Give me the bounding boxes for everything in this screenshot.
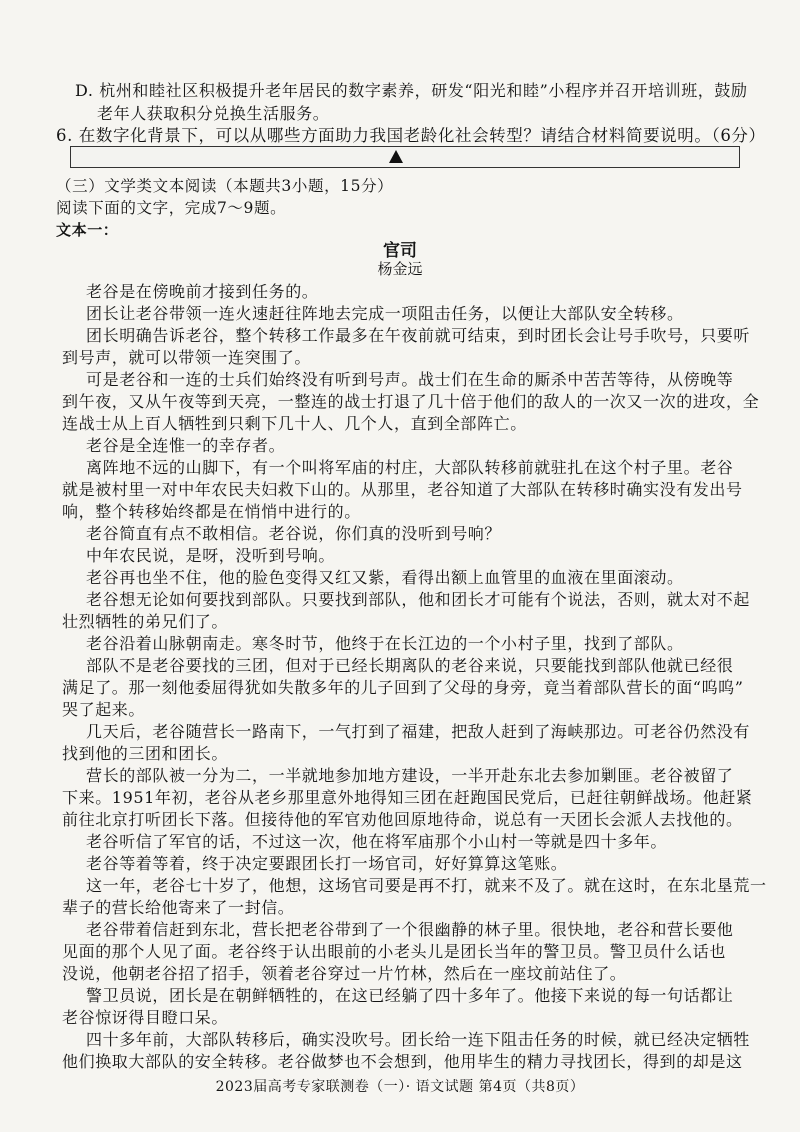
story-line: 老谷沿着山脉朝南走。寒冬时节，他终于在长江边的一个小村子里，找到了部队。 (86, 634, 684, 653)
story-line: 前往北京打听团长下落。但接待他的军官劝他回原地待命，说总有一天团长会派人去找他的。 (62, 810, 743, 829)
story-line: 见面的那个人见了面。老谷终于认出眼前的小老头儿是团长当年的警卫员。警卫员什么话也 (62, 942, 727, 961)
story-line: 警卫员说，团长是在朝鲜牺牲的，在这已经躺了四十多年了。他接下来说的每一句话都让 (86, 986, 734, 1005)
story-line: 老谷等着等着，终于决定要跟团长打一场官司，好好算算这笔账。 (86, 854, 568, 873)
story-line: 这一年，老谷七十岁了，他想，这场官司要是再不打，就来不及了。就在这时，在东北垦荒一 (86, 876, 767, 895)
story-line: 辈子的营长给他寄来了一封信。 (62, 898, 295, 917)
story-line: 可是老谷和一连的士兵们始终没有听到号声。战士们在生命的厮杀中苦苦等待，从傍晚等 (86, 370, 734, 389)
story-line: 老谷想无论如何要找到部队。只要找到部队，他和团长才可能有个说法，否则，就太对不起 (86, 590, 751, 609)
story-line: 下来。1951年初，老谷从老乡那里意外地得知三团在赶跑国民党后，已赶往朝鲜战场。他赶紧 (62, 788, 753, 807)
story-line: 响，整个转移始终都是在悄悄中进行的。 (62, 502, 361, 521)
story-line: 老谷带着信赶到东北，营长把老谷带到了一个很幽静的林子里。很快地，老谷和营长要他 (86, 920, 734, 939)
story-line: 老谷简直有点不敢相信。老谷说，你们真的没听到号响？ (86, 524, 502, 543)
page-footer: 2023届高考专家联测卷（一）· 语文试题 第4页（共8页） (215, 1079, 585, 1095)
story-line: 团长明确告诉老谷，整个转移工作最多在午夜前就可结束，到时团长会让号手吹号，只要听 (86, 326, 751, 345)
question-6: 6. 在数字化背景下，可以从哪些方面助力我国老龄化社会转型？请结合材料简要说明。（6分） (56, 126, 766, 145)
story-line: 老谷听信了军官的话，不过这一次，他在将军庙那个小山村一等就是四十多年。 (86, 832, 668, 851)
answer-box[interactable] (70, 146, 740, 168)
story-line: 中年农民说，是呀，没听到号响。 (86, 546, 336, 565)
story-title: 官司 (383, 241, 417, 261)
story-author: 杨金远 (377, 260, 423, 278)
story-line: 几天后，老谷随营长一路南下，一气打到了福建，把敌人赶到了海峡那边。可老谷仍然没有 (86, 722, 751, 741)
text-label: 文本一： (56, 221, 119, 239)
story-line: 离阵地不远的山脚下，有一个叫将军庙的村庄，大部队转移前就驻扎在这个村子里。老谷 (86, 458, 734, 477)
story-line: 到午夜，又从午夜等到天亮，一整连的战士打退了几十倍于他们的敌人的一次又一次的进攻，全 (62, 392, 760, 411)
story-line: 壮烈牺牲的弟兄们了。 (62, 612, 229, 631)
section-instruction: 阅读下面的文字，完成7～9题。 (56, 199, 287, 217)
story-line: 老谷是全连惟一的幸存者。 (86, 436, 286, 455)
option-d-line1: D. 杭州和睦社区积极提升老年居民的数字素养，研发“阳光和睦”小程序并召开培训班，鼓励 (75, 81, 748, 100)
option-d-line2: 老年人获取积分兑换生活服务。 (97, 104, 330, 123)
story-line: 老谷是在傍晚前才接到任务的。 (86, 282, 319, 301)
story-line: 团长让老谷带领一连火速赶往阵地去完成一项阻击任务，以便让大部队安全转移。 (86, 304, 684, 323)
story-line: 就是被村里一对中年农民夫妇救下山的。从那里，老谷知道了大部队在转移时确实没有发出号 (62, 480, 743, 499)
triangle-marker-icon (389, 150, 403, 163)
story-line: 部队不是老谷要找的三团，但对于已经长期离队的老谷来说，只要能找到部队他就已经很 (86, 656, 734, 675)
story-line: 老谷惊讶得目瞪口呆。 (62, 1008, 229, 1027)
story-line: 哭了起来。 (62, 700, 146, 719)
story-line: 四十多年前，大部队转移后，确实没吹号。团长给一连下阻击任务的时候，就已经决定牺牲 (86, 1030, 751, 1049)
story-line: 到号声，就可以带领一连突围了。 (62, 348, 312, 367)
story-line: 没说，他朝老谷招了招手，领着老谷穿过一片竹林，然后在一座坟前站住了。 (62, 964, 627, 983)
story-line: 找到他的三团和团长。 (62, 744, 229, 763)
story-line: 满足了。那一刻他委屈得犹如失散多年的儿子回到了父母的身旁，竟当着部队营长的面“呜呜” (62, 678, 744, 697)
section-heading: （三）文学类文本阅读（本题共3小题，15分） (56, 177, 394, 195)
story-line: 连战士从上百人牺牲到只剩下几十人、几个人，直到全部阵亡。 (62, 414, 527, 433)
story-line: 他们换取大部队的安全转移。老谷做梦也不会想到，他用毕生的精力寻找团长，得到的却是这 (62, 1052, 743, 1071)
story-line: 营长的部队被一分为二，一半就地参加地方建设，一半开赴东北去参加剿匪。老谷被留了 (86, 766, 734, 785)
story-line: 老谷再也坐不住，他的脸色变得又红又紫，看得出额上血管里的血液在里面滚动。 (86, 568, 684, 587)
